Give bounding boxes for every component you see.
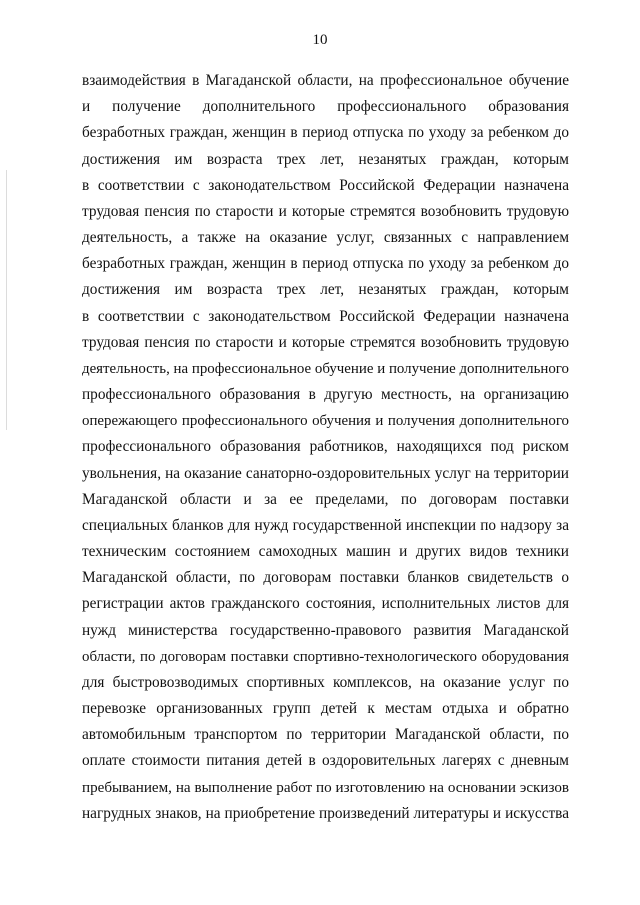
text-line: взаимодействия в Магаданской области, на профессиональное обучение bbox=[82, 72, 569, 89]
text-line: деятельность, на профессиональное обучение и получение дополнительного bbox=[82, 360, 569, 377]
text-line: трудовая пенсия по старости и которые стремятся возобновить трудовую bbox=[82, 202, 569, 220]
scan-margin-mark bbox=[6, 170, 7, 430]
text-line: профессионального образования в другую местность, на организацию bbox=[82, 386, 569, 404]
text-line: перевозке организованных групп детей к местам отдыха и обратно bbox=[82, 700, 569, 718]
text-line: для быстровозводимых спортивных комплексов, на оказание услуг по bbox=[82, 673, 569, 691]
document-body bbox=[82, 68, 569, 827]
text-line: нагрудных знаков, на приобретение произведений литературы и искусства bbox=[82, 804, 569, 822]
text-line: безработных граждан, женщин в период отпуска по уходу за ребенком до bbox=[82, 255, 569, 273]
text-line: нужд министерства государственно-правового развития Магаданской bbox=[82, 621, 569, 639]
text-line: трудовая пенсия по старости и которые стремятся возобновить трудовую bbox=[82, 333, 569, 351]
text-line: в соответствии с законодательством Российской Федерации назначена bbox=[82, 176, 569, 194]
text-line: Магаданской области и за ее пределами, по договорам поставки bbox=[82, 490, 569, 508]
text-line: оплате стоимости питания детей в оздоровительных лагерях с дневным bbox=[82, 752, 569, 770]
text-line: регистрации актов гражданского состояния, исполнительных листов для bbox=[82, 595, 569, 613]
text-line: в соответствии с законодательством Российской Федерации назначена bbox=[82, 307, 569, 325]
text-line: техническим состоянием самоходных машин и других видов техники bbox=[82, 543, 569, 561]
text-line: и получение дополнительного профессионального образования bbox=[82, 98, 569, 116]
text-line: опережающего профессионального обучения и получения дополнительного bbox=[82, 413, 569, 430]
page-number: 10 bbox=[312, 32, 328, 48]
text-line: достижения им возраста трех лет, незанятых граждан, которым bbox=[82, 281, 569, 299]
text-line: автомобильным транспортом по территории Магаданской области, по bbox=[82, 726, 569, 744]
text-line: Магаданской области, по договорам поставки бланков свидетельств о bbox=[82, 569, 569, 587]
text-line: увольнения, на оказание санаторно-оздоровительных услуг на территории bbox=[82, 464, 569, 482]
text-line: достижения им возраста трех лет, незанятых граждан, которым bbox=[82, 150, 569, 168]
text-line: области, по договорам поставки спортивно-технологического оборудования bbox=[82, 648, 569, 665]
text-line: пребыванием, на выполнение работ по изготовлению на основании эскизов bbox=[82, 779, 569, 796]
text-line: деятельность, а также на оказание услуг, связанных с направлением bbox=[82, 229, 569, 247]
text-line: специальных бланков для нужд государственной инспекции по надзору за bbox=[82, 516, 569, 534]
text-line: профессионального образования работников, находящихся под риском bbox=[82, 438, 569, 456]
text-line: безработных граждан, женщин в период отпуска по уходу за ребенком до bbox=[82, 124, 569, 142]
